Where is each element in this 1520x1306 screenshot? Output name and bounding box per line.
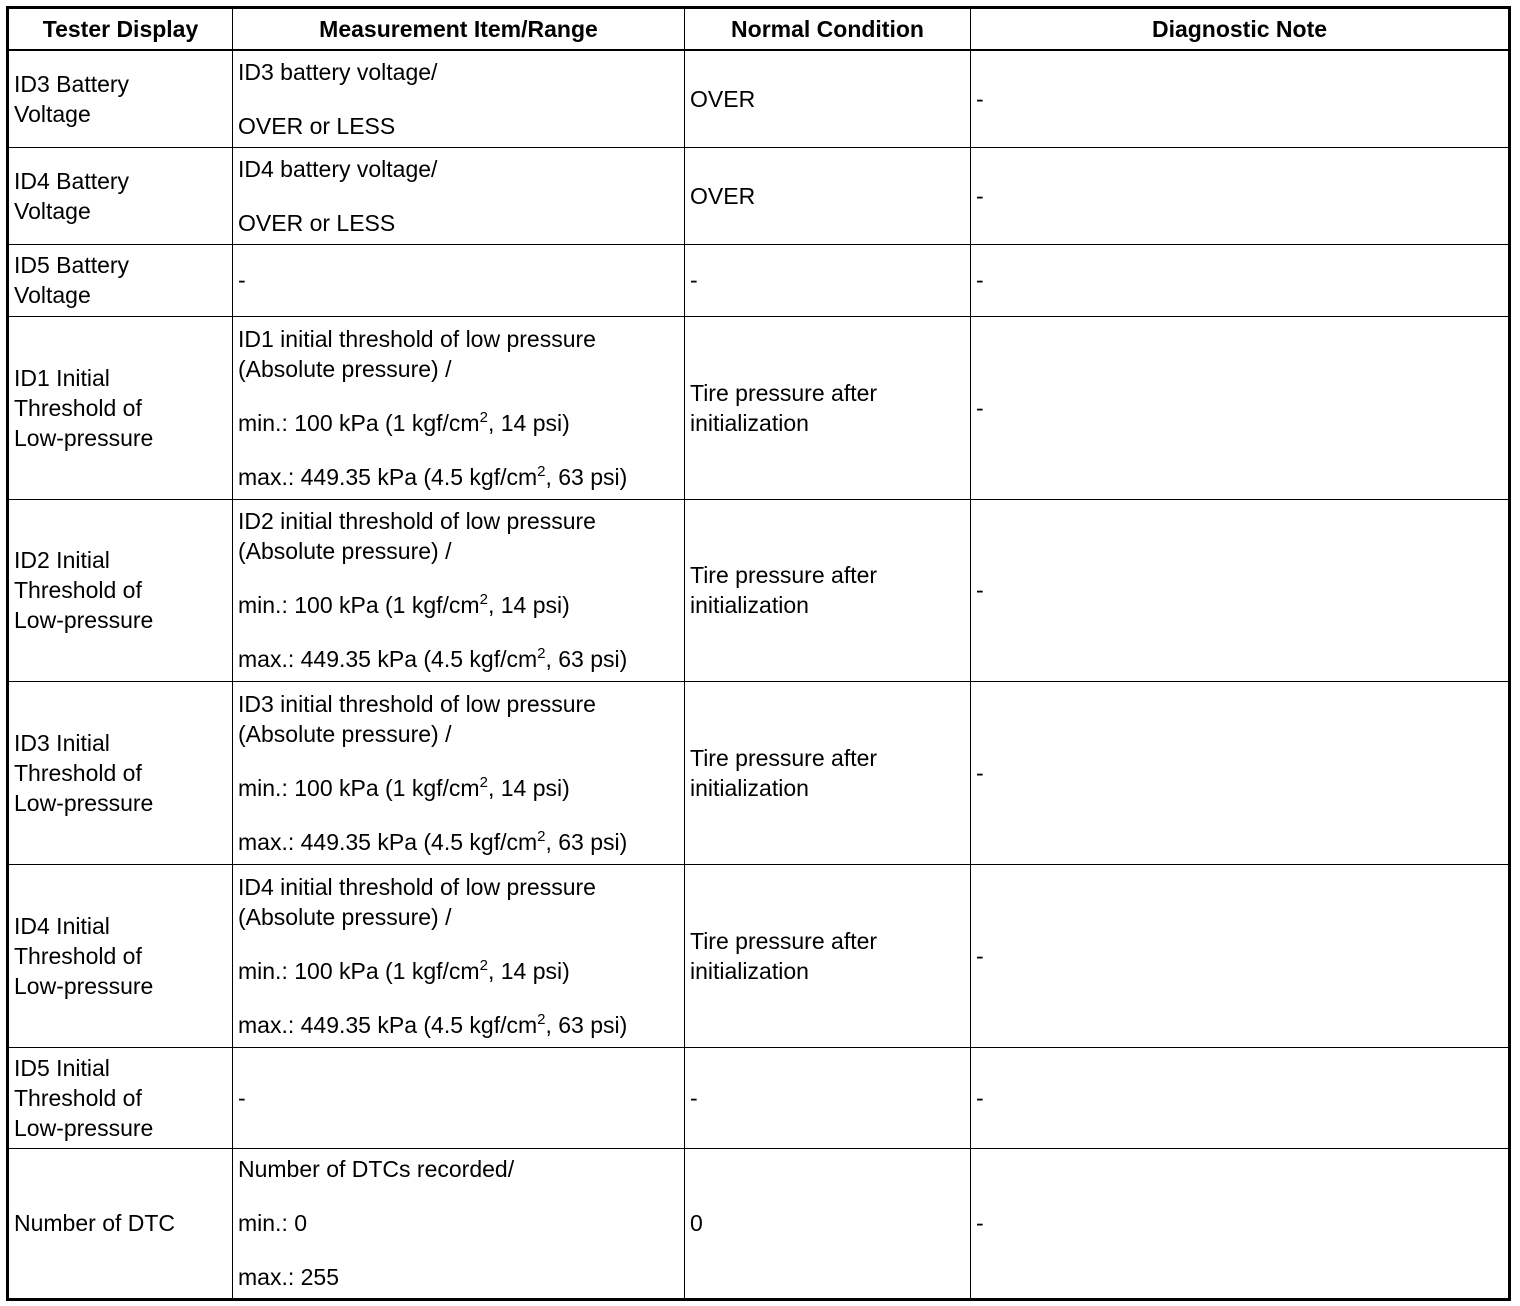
normal-line: OVER — [690, 85, 756, 112]
table-row — [8, 1148, 1510, 1299]
display-line: ID3 Initial — [14, 729, 110, 756]
normal-line: Tire pressure after — [690, 744, 878, 771]
diagnostic-note-cell: - — [971, 681, 1510, 864]
normal-condition-cell — [685, 244, 971, 316]
header-tester-display: Tester Display — [8, 8, 233, 51]
measurement-cell — [233, 864, 685, 1047]
normal-condition-cell — [685, 1047, 971, 1148]
measurement-range: OVER or LESS — [238, 112, 396, 139]
measurement-min: min.: 100 kPa (1 kgf/$cm^2$, 14 psi) — [238, 773, 570, 801]
display-line: ID1 Initial — [14, 364, 110, 391]
normal-line: - — [690, 267, 698, 293]
measurement-item: (Absolute pressure) / — [238, 903, 452, 930]
normal-condition-cell — [685, 499, 971, 681]
display-line: Threshold of — [14, 394, 142, 421]
display-line: Threshold of — [14, 577, 142, 603]
measurement-item: ID1 initial threshold of low pressure — [238, 325, 596, 352]
diagnostic-note-cell: - — [971, 499, 1510, 681]
measurement-item: (Absolute pressure) / — [238, 355, 452, 382]
display-line: Low-pressure — [14, 972, 154, 999]
tester-display-cell — [8, 1047, 233, 1148]
display-line: ID2 Initial — [14, 547, 110, 573]
tester-display-cell — [8, 147, 233, 244]
display-line: ID3 Battery — [14, 70, 130, 97]
display-line: Low-pressure — [14, 1114, 154, 1141]
tester-display-cell — [8, 1148, 233, 1299]
display-line: Number of DTC — [14, 1210, 176, 1236]
tester-display-cell — [8, 681, 233, 864]
measurement-max: max.: 449.35 kPa (4.5 kgf/$cm^2$, 63 psi) — [238, 645, 628, 672]
display-line: ID5 Initial — [14, 1054, 110, 1081]
table-header-row — [8, 8, 1510, 51]
display-line: Low-pressure — [14, 424, 154, 451]
measurement-item: ID4 initial threshold of low pressure — [238, 873, 596, 900]
measurement-cell — [233, 1148, 685, 1299]
tester-display-cell — [8, 50, 233, 147]
normal-condition-cell — [685, 864, 971, 1047]
diagnostic-note-cell: - — [971, 864, 1510, 1047]
normal-line: initialization — [690, 957, 809, 984]
measurement-item: ID3 battery voltage/ — [238, 58, 438, 85]
diagnostic-note-cell: - — [971, 316, 1510, 499]
table-row — [8, 1047, 1510, 1148]
measurement-max: max.: 449.35 kPa (4.5 kgf/$cm^2$, 63 psi) — [238, 827, 628, 855]
normal-condition-cell — [685, 681, 971, 864]
display-line: Low-pressure — [14, 789, 154, 816]
header-diagnostic-note: Diagnostic Note — [971, 8, 1510, 51]
measurement-item: ID3 initial threshold of low pressure — [238, 690, 596, 717]
normal-line: Tire pressure after — [690, 562, 878, 588]
normal-condition-cell — [685, 316, 971, 499]
normal-condition-cell — [685, 1148, 971, 1299]
display-line: ID4 Initial — [14, 912, 110, 939]
measurement-item: Number of DTCs recorded/ — [238, 1156, 515, 1182]
measurement-cell: - — [233, 1047, 685, 1148]
measurement-min: min.: 0 — [238, 1210, 308, 1236]
measurement-item: (Absolute pressure) / — [238, 720, 452, 747]
normal-line: - — [690, 1084, 698, 1111]
measurement-cell — [233, 50, 685, 147]
normal-line: initialization — [690, 592, 809, 618]
measurement-cell — [233, 681, 685, 864]
normal-line: 0 — [690, 1210, 703, 1236]
measurement-item: (Absolute pressure) / — [238, 538, 452, 564]
header-measurement: Measurement Item/Range — [233, 8, 685, 51]
tester-display-cell — [8, 244, 233, 316]
measurement-max: max.: 449.35 kPa (4.5 kgf/$cm^2$, 63 psi) — [238, 462, 628, 490]
measurement-min: min.: 100 kPa (1 kgf/$cm^2$, 14 psi) — [238, 591, 570, 618]
display-line: Voltage — [14, 197, 91, 224]
display-line: Voltage — [14, 100, 91, 127]
measurement-item: ID4 battery voltage/ — [238, 155, 438, 182]
display-line: ID5 Battery — [14, 252, 130, 278]
measurement-max: max.: 255 — [238, 1264, 339, 1290]
normal-line: Tire pressure after — [690, 927, 878, 954]
measurement-cell — [233, 499, 685, 681]
normal-condition-cell — [685, 147, 971, 244]
header-normal-condition: Normal Condition — [685, 8, 971, 51]
table-row — [8, 147, 1510, 244]
table-row — [8, 316, 1510, 499]
measurement-range: OVER or LESS — [238, 209, 396, 236]
table-row — [8, 50, 1510, 147]
tester-display-cell — [8, 864, 233, 1047]
diagnostic-note-cell: - — [971, 1148, 1510, 1299]
display-line: Threshold of — [14, 1084, 142, 1111]
tester-display-cell — [8, 499, 233, 681]
display-line: Threshold of — [14, 942, 142, 969]
table-row — [8, 681, 1510, 864]
normal-line: initialization — [690, 774, 809, 801]
measurement-cell — [233, 316, 685, 499]
diagnostic-note-cell: - — [971, 244, 1510, 316]
display-line: ID4 Battery — [14, 167, 130, 194]
measurement-min: min.: 100 kPa (1 kgf/$cm^2$, 14 psi) — [238, 408, 570, 436]
display-line: Threshold of — [14, 759, 142, 786]
measurement-cell: - — [233, 244, 685, 316]
measurement-max: max.: 449.35 kPa (4.5 kgf/$cm^2$, 63 psi) — [238, 1010, 628, 1038]
diagnostic-data-table — [6, 6, 1511, 1301]
table-row — [8, 864, 1510, 1047]
normal-line: Tire pressure after — [690, 379, 878, 406]
table-row — [8, 244, 1510, 316]
diagnostic-note-cell: - — [971, 147, 1510, 244]
display-line: Low-pressure — [14, 607, 154, 633]
display-line: Voltage — [14, 282, 91, 308]
normal-line: OVER — [690, 182, 756, 209]
normal-condition-cell — [685, 50, 971, 147]
normal-line: initialization — [690, 409, 809, 436]
table-row — [8, 499, 1510, 681]
tester-display-cell — [8, 316, 233, 499]
diagnostic-note-cell: - — [971, 1047, 1510, 1148]
diagnostic-note-cell: - — [971, 50, 1510, 147]
measurement-cell — [233, 147, 685, 244]
measurement-min: min.: 100 kPa (1 kgf/$cm^2$, 14 psi) — [238, 956, 570, 984]
measurement-item: ID2 initial threshold of low pressure — [238, 508, 596, 534]
